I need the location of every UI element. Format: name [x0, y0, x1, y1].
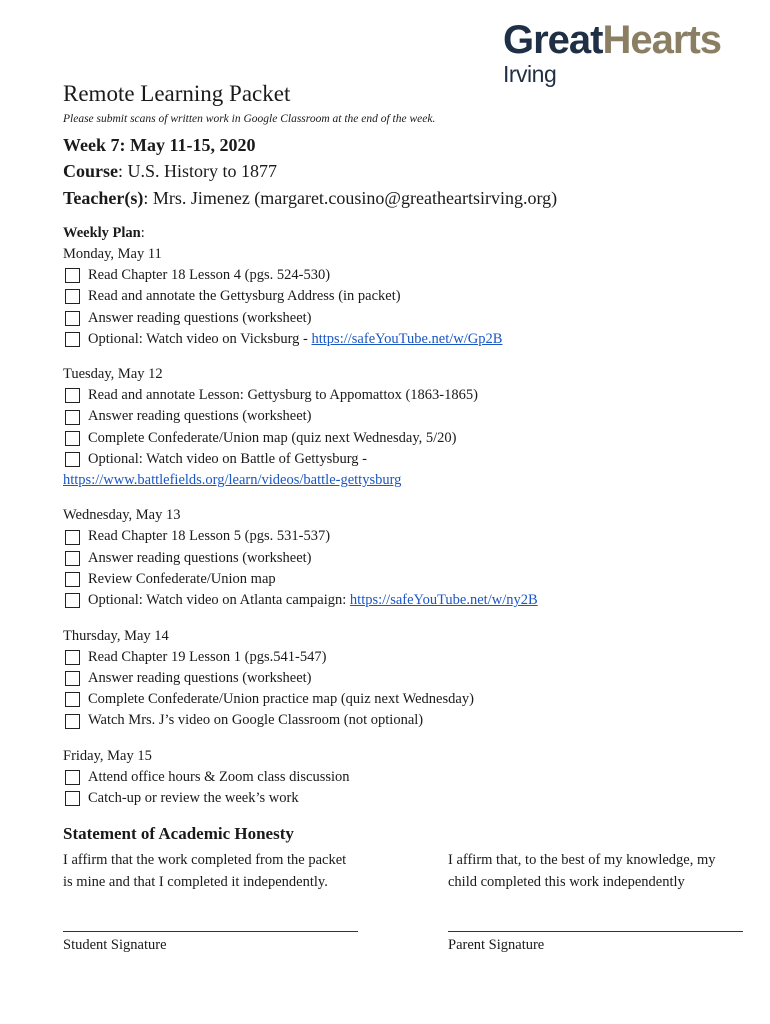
task-item: Catch-up or review the week’s work — [63, 788, 743, 809]
task-item: Complete Confederate/Union map (quiz next Wednesday, 5/20) — [63, 428, 743, 449]
task-checkbox[interactable] — [65, 431, 80, 446]
task-checkbox[interactable] — [65, 268, 80, 283]
day-title: Tuesday, May 12 — [63, 366, 163, 383]
task-item: Answer reading questions (worksheet) — [63, 548, 743, 569]
task-checkbox[interactable] — [65, 452, 80, 467]
parent-column — [448, 849, 743, 955]
page-title: Remote Learning Packet — [63, 81, 291, 106]
submission-note: Please submit scans of written work in Google Classroom at the end of the week. — [63, 113, 436, 125]
gettysburg-video-link[interactable]: https://www.battlefields.org/learn/videos/battle-gettysburg — [63, 472, 402, 489]
task-item: Answer reading questions (worksheet) — [63, 668, 743, 689]
task-checkbox[interactable] — [65, 671, 80, 686]
school-logo — [503, 18, 722, 87]
task-item: Attend office hours & Zoom class discussion — [63, 767, 743, 788]
atlanta-video-link[interactable]: https://safeYouTube.net/w/ny2B — [349, 592, 538, 609]
day-wednesday — [63, 505, 743, 611]
weekly-plan-label: Weekly Plan: — [63, 225, 145, 241]
task-checkbox[interactable] — [65, 791, 80, 806]
vicksburg-video-link[interactable]: https://safeYouTube.net/w/Gp2B — [311, 330, 503, 347]
student-signature-label: Student Signature — [63, 937, 167, 954]
task-item: Answer reading questions (worksheet) — [63, 308, 743, 329]
student-column — [63, 849, 358, 955]
day-title: Thursday, May 14 — [63, 627, 169, 644]
day-title: Monday, May 11 — [63, 246, 162, 262]
task-checkbox[interactable] — [65, 551, 80, 566]
teacher-line: Teacher(s): Mrs. Jimenez (margaret.cousino@greatheartsirving.org) — [63, 188, 558, 208]
course-line: Course: U.S. History to 1877 — [63, 161, 278, 181]
task-checkbox[interactable] — [65, 410, 80, 425]
task-item: Complete Confederate/Union practice map (quiz next Wednesday) — [63, 689, 743, 710]
week-heading: Week 7: May 11-15, 2020 — [63, 135, 256, 155]
task-item: Watch Mrs. J’s video on Google Classroom (not optional) — [63, 710, 743, 731]
honesty-heading: Statement of Academic Honesty — [63, 824, 294, 844]
day-tuesday — [63, 364, 743, 491]
task-checkbox[interactable] — [65, 530, 80, 545]
day-friday — [63, 746, 743, 810]
task-checkbox[interactable] — [65, 692, 80, 707]
logo-campus: Irving — [503, 61, 557, 87]
task-checkbox[interactable] — [65, 289, 80, 304]
day-thursday — [63, 626, 743, 732]
honesty-columns — [63, 849, 743, 955]
task-checkbox[interactable] — [65, 388, 80, 403]
day-title: Friday, May 15 — [63, 747, 152, 764]
packet-content — [63, 80, 743, 955]
task-item: Review Confederate/Union map — [63, 569, 743, 590]
task-item: Answer reading questions (worksheet) — [63, 406, 743, 427]
parent-signature-label: Parent Signature — [448, 937, 545, 954]
task-checkbox[interactable] — [65, 770, 80, 785]
task-checkbox[interactable] — [65, 572, 80, 587]
task-checkbox[interactable] — [65, 650, 80, 665]
task-item: Read and annotate the Gettysburg Address (in packet) — [63, 286, 743, 307]
parent-signature-line[interactable] — [448, 931, 743, 932]
task-item: Optional: Watch video on Battle of Gettysburg - — [63, 449, 743, 470]
day-title: Wednesday, May 13 — [63, 507, 181, 524]
task-item: Optional: Watch video on Atlanta campaign: https://safeYouTube.net/w/ny2B — [63, 590, 743, 611]
day-monday — [63, 244, 743, 350]
student-affirmation: I affirm that the work completed from the packet is mine and that I completed it independently. — [63, 852, 347, 891]
student-signature-line[interactable] — [63, 931, 358, 932]
task-checkbox[interactable] — [65, 311, 80, 326]
task-item: Read Chapter 18 Lesson 4 (pgs. 524-530) — [63, 265, 743, 286]
task-item: Read Chapter 19 Lesson 1 (pgs.541-547) — [63, 647, 743, 668]
task-checkbox[interactable] — [65, 593, 80, 608]
logo-wordmark: GreatHearts — [503, 18, 722, 62]
task-checkbox[interactable] — [65, 714, 80, 729]
task-item: Optional: Watch video on Vicksburg - https://safeYouTube.net/w/Gp2B — [63, 329, 743, 350]
task-item: Read Chapter 18 Lesson 5 (pgs. 531-537) — [63, 526, 743, 547]
task-checkbox[interactable] — [65, 332, 80, 347]
parent-affirmation: I affirm that, to the best of my knowledge, my child completed this work independently — [448, 852, 716, 891]
task-item: Read and annotate Lesson: Gettysburg to Appomattox (1863-1865) — [63, 385, 743, 406]
